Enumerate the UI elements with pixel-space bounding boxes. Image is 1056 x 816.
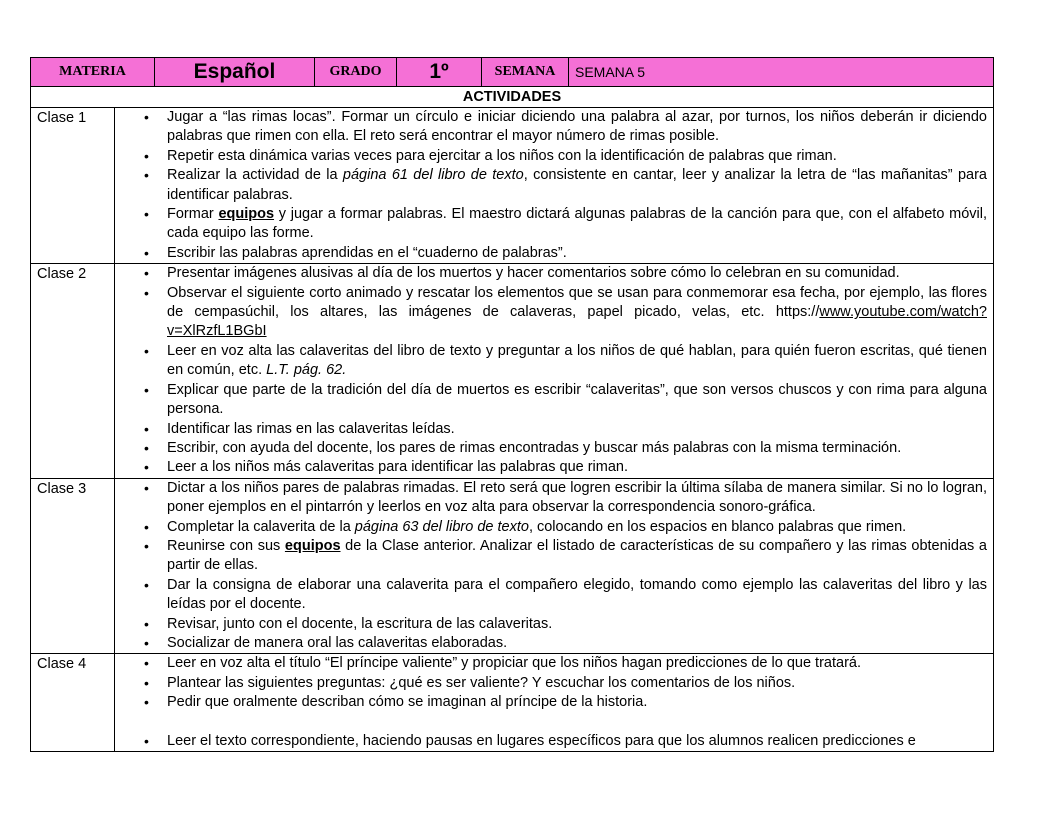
semana-label: SEMANA [482, 58, 569, 87]
activity-item [115, 166, 993, 205]
activity-item [115, 654, 993, 673]
actividades-row [31, 87, 994, 108]
clase-label: Clase 4 [31, 654, 115, 752]
activity-item [115, 439, 993, 458]
activity-text: Leer el texto correspondiente, haciendo pausas en lugares específicos para que los alumnos realicen predicciones e [167, 732, 916, 749]
activity-item [115, 518, 993, 537]
clase-label: Clase 3 [31, 478, 115, 654]
clase-row [31, 654, 994, 752]
activity-list [115, 264, 993, 477]
activity-item [115, 615, 993, 634]
activity-item [115, 458, 993, 477]
clase-row [31, 478, 994, 654]
activity-item [115, 674, 993, 693]
activity-item [115, 205, 993, 244]
activity-text: página 61 del libro de texto [342, 167, 524, 184]
activity-text: de la Clase anterior. Analizar el listado de características de su compañero y las rimas obtenidas a partir de ellas. [167, 537, 987, 574]
planning-sheet [30, 57, 993, 752]
grado-label: GRADO [315, 58, 397, 87]
activity-text: Dictar a los niños pares de palabras rimadas. El reto será que logren escribir la última sílaba de manera similar. Si no lo logran, poner ejemplos en el pintarrón y leerlos en voz alta para observar la correspondencia sonoro-gráfica. [167, 479, 987, 516]
activity-text: Leer en voz alta el título “El príncipe valiente” y propiciar que los niños hagan predicciones de lo que tratará. [167, 655, 861, 672]
activity-list [115, 654, 993, 751]
activity-text: Explicar que parte de la tradición del día de muertos es escribir “calaveritas”, que son versos chuscos y con rima para alguna persona. [167, 381, 987, 418]
activity-text: Leer en voz alta las calaveritas del libro de texto y preguntar a los niños de qué hablan, para quién fueron escritas, qué tienen en común, etc. [167, 342, 987, 379]
activity-text: Escribir las palabras aprendidas en el “cuaderno de palabras”. [167, 244, 567, 261]
activity-item [115, 381, 993, 420]
actividades-title: ACTIVIDADES [31, 87, 994, 108]
semana-value: SEMANA 5 [569, 58, 994, 87]
activity-text: , consistente en cantar, leer y analizar la letra de “las mañanitas” para identificar palabras. [167, 167, 987, 203]
clase-activities [115, 264, 994, 478]
materia-value: Español [155, 58, 315, 87]
classes-table [30, 107, 994, 752]
activity-item [115, 264, 993, 283]
clase-activities [115, 478, 994, 654]
activity-text: L.T. pág. 62. [266, 362, 347, 379]
activity-list [115, 479, 993, 654]
activity-item [115, 420, 993, 439]
activity-item [115, 576, 993, 615]
activity-text: Plantear las siguientes preguntas: ¿qué es ser valiente? Y escuchar los comentarios de los niños. [167, 674, 796, 691]
activity-text: Revisar, junto con el docente, la escritura de las calaveritas. [167, 615, 553, 632]
activity-text: Presentar imágenes alusivas al día de los muertos y hacer comentarios sobre cómo lo celebran en su comunidad. [167, 265, 900, 282]
activity-item [115, 244, 993, 263]
clase-row [31, 264, 994, 478]
activity-item [115, 634, 993, 653]
clase-activities [115, 108, 994, 264]
activity-text: Identificar las rimas en las calaveritas leídas. [167, 420, 455, 437]
activity-item [115, 147, 993, 166]
activity-text: Reunirse con sus [167, 537, 285, 554]
activity-text: Jugar a “las rimas locas”. Formar un círculo e iniciar diciendo una palabra al azar, por turnos, los niños deberán ir diciendo palabras que rimen con ella. El reto será encontrar el mayor número de rimas posible. [167, 109, 987, 145]
activity-text: Pedir que oralmente describan cómo se imaginan al príncipe de la historia. [167, 694, 648, 711]
materia-label: MATERIA [31, 58, 155, 87]
planning-table [30, 57, 994, 108]
activity-item [115, 693, 993, 712]
activity-text: Leer a los niños más calaveritas para identificar las palabras que riman. [167, 459, 629, 476]
activity-text: Repetir esta dinámica varias veces para ejercitar a los niños con la identificación de palabras que riman. [167, 147, 837, 164]
clase-label: Clase 2 [31, 264, 115, 478]
activity-item [115, 284, 993, 342]
clase-activities [115, 654, 994, 752]
activity-text: Socializar de manera oral las calaveritas elaboradas. [167, 634, 508, 651]
activity-item [115, 537, 993, 576]
activity-item [115, 342, 993, 381]
activity-text: Completar la calaverita de la [167, 518, 355, 535]
activity-text: Formar [167, 206, 219, 223]
activity-text: Escribir, con ayuda del docente, los pares de rimas encontradas y buscar más palabras con la misma terminación. [167, 439, 902, 456]
activity-text: página 63 del libro de texto [354, 518, 529, 535]
grado-value: 1º [397, 58, 482, 87]
activity-list [115, 108, 993, 263]
activity-text: Dar la consigna de elaborar una calaverita para el compañero elegido, tomando como ejemplo las calaveritas del libro y las leídas por el docente. [167, 576, 987, 613]
activity-item [115, 732, 993, 751]
header-row [31, 58, 994, 87]
clase-row [31, 108, 994, 264]
activity-text: , colocando en los espacios en blanco palabras que rimen. [528, 518, 907, 535]
video-link[interactable]: www.youtube.com/watch?v=XlRzfL1BGbI [167, 304, 987, 340]
activity-item [115, 479, 993, 518]
activity-text: Realizar la actividad de la [167, 167, 343, 184]
clase-label: Clase 1 [31, 108, 115, 264]
activity-item [115, 108, 993, 147]
activity-text: y jugar a formar palabras. El maestro dictará algunas palabras de la canción para que, con el alfabeto móvil, cada equipo las forme. [167, 206, 987, 242]
activity-text: Observar el siguiente corto animado y rescatar los elementos que se usan para conmemorar esa fecha, por ejemplo, las flores de cempasúchil, los altares, las imágenes de calaveras, papel picado, velas, etc. https:// [167, 284, 987, 321]
activity-text: equipos [284, 537, 341, 554]
activity-text: equipos [218, 206, 275, 223]
